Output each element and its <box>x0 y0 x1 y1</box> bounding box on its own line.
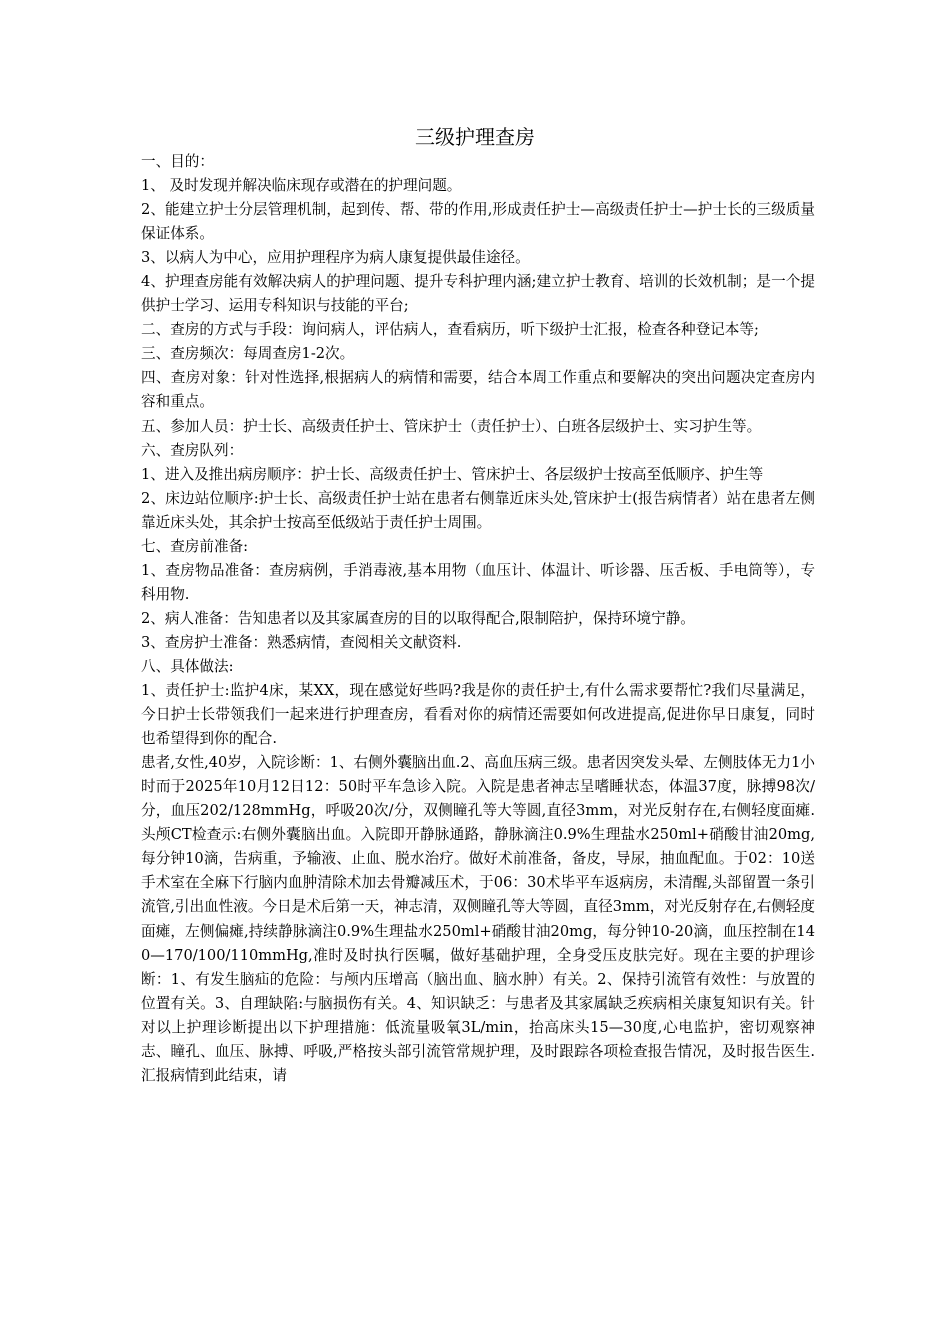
document-title: 三级护理查房 <box>415 125 535 149</box>
paragraph-purpose-heading: 一、目的： <box>141 153 214 170</box>
document-body <box>141 150 815 1088</box>
paragraph-frequency: 三、查房频次：每周查房1-2次。 <box>141 345 355 363</box>
paragraph-purpose-3: 3、以病人为中心，应用护理程序为病人康复提供最佳途径。 <box>141 249 530 267</box>
paragraph-prep-1: 1、查房物品准备：查房病例，手消毒液,基本用物（血压计、体温计、听诊器、压舌板、手电筒等），专科用物. <box>141 561 815 603</box>
paragraph-practice-heading: 八、具体做法: <box>141 657 234 675</box>
paragraph-case-report: 患者,女性,40岁，入院诊断：1、右侧外囊脑出血.2、高血压病三级。患者因突发头晕、左侧肢体无力1小时而于2025年10月12日12：50时平车急诊入院。入院是患者神志呈嗜睡状态，体温37度，脉搏98次/分，血压202/128mmHg，呼吸20次/分，双侧瞳孔等大等圆,直径3mm，对光反射存在,右侧轻度面瘫.头颅CT检查示:右侧外囊脑出血。入院即开静脉通路，静脉滴注0.9%生理盐水250ml+硝酸甘油20mg,每分钟10滴，告病重，予输液、止血、脱水治疗。做好术前准备，备皮，导尿，抽血配血。于02：10送手术室在全麻下行脑内血肿清除术加去骨瓣减压术，于06：30术毕平车返病房，未清醒,头部留置一条引流管,引出血性液。今日是术后第一天，神志清，双侧瞳孔等大等圆，直径3mm，对光反射存在,右侧轻度面瘫，左侧偏瘫,持续静脉滴注0.9%生理盐水250ml+硝酸甘油20mg，每分钟10-20滴，血压控制在140—170/100/110mmHg,准时及时执行医嘱，做好基础护理，全身受压皮肤完好。现在主要的护理诊断：1、有发生脑疝的危险：与颅内压增高（脑出血、脑水肿）有关。2、保持引流管有效性：与放置的位置有关。3、自理缺陷:与脑损伤有关。4、知识缺乏：与患者及其家属缺乏疾病相关康复知识有关。针对以上护理诊断提出以下护理措施：低流量吸氧3L/min，抬高床头15—30度,心电监护，密切观察神志、瞳孔、血压、脉搏、呼吸,严格按头部引流管常规护理，及时跟踪各项检查报告情况，及时报告医生.汇报病情到此结束，请 <box>141 754 815 1084</box>
paragraph-purpose-2: 2、能建立护士分层管理机制，起到传、帮、带的作用,形成责任护士—高级责任护士—护士长的三级质量保证体系。 <box>141 201 815 243</box>
paragraph-queue-1: 1、进入及推出病房顺序：护士长、高级责任护士、管床护士、各层级护士按高至低顺序、护生等 <box>141 465 764 483</box>
paragraph-target: 四、查房对象：针对性选择,根据病人的病情和需要，结合本周工作重点和要解决的突出问题决定查房内容和重点。 <box>141 369 815 411</box>
paragraph-queue-heading: 六、查房队列： <box>141 441 244 459</box>
paragraph-method: 二、查房的方式与手段：询问病人，评估病人，查看病历，听下级护士汇报，检查各种登记本等; <box>141 321 759 339</box>
paragraph-prep-3: 3、查房护士准备：熟悉病情，查阅相关文献资料. <box>141 633 462 651</box>
paragraph-practice-1: 1、责任护士:监护4床，某XX，现在感觉好些吗?我是你的责任护士,有什么需求要帮忙?我们尽量满足，今日护士长带领我们一起来进行护理查房，看看对你的病情还需要如何改进提高,促进你早日康复，同时也希望得到你的配合. <box>141 682 815 748</box>
paragraph-queue-2: 2、床边站位顺序:护士长、高级责任护士站在患者右侧靠近床头处,管床护士(报告病情者）站在患者左侧靠近床头处，其余护士按高至低级站于责任护士周围。 <box>141 489 815 531</box>
paragraph-prep-2: 2、病人准备：告知患者以及其家属查房的目的以取得配合,限制陪护，保持环境宁静。 <box>141 609 695 627</box>
paragraph-purpose-4: 4、护理查房能有效解决病人的护理问题、提升专科护理内涵;建立护士教育、培训的长效机制；是一个提供护士学习、运用专科知识与技能的平台; <box>141 273 815 315</box>
paragraph-purpose-1: 1、 及时发现并解决临床现存或潜在的护理问题。 <box>141 177 462 195</box>
paragraph-participants: 五、参加人员：护士长、高级责任护士、管床护士（责任护士）、白班各层级护士、实习护生等。 <box>141 417 762 435</box>
paragraph-prep-heading: 七、查房前准备: <box>141 537 249 555</box>
